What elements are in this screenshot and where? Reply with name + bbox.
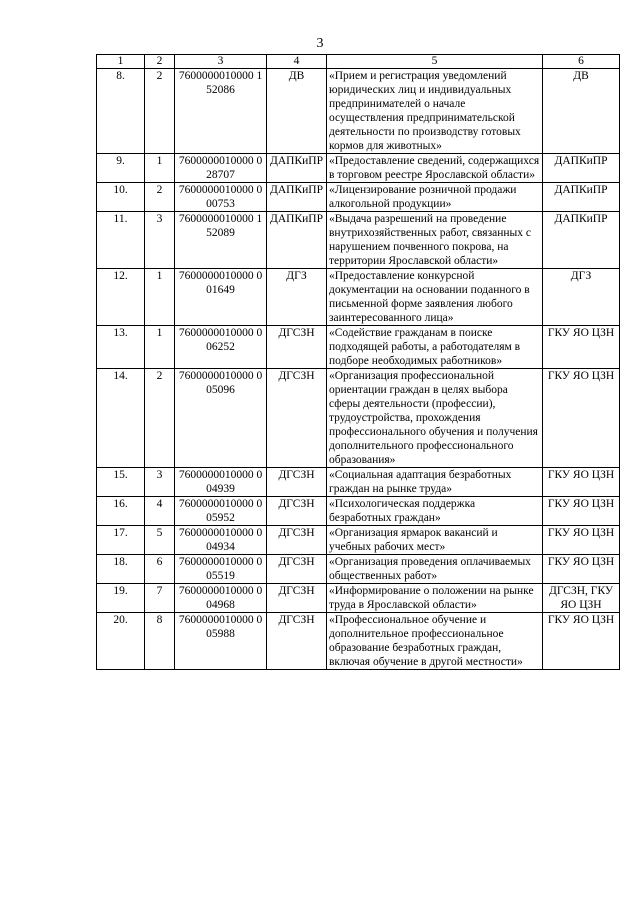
row-number: 16. xyxy=(97,497,145,526)
row-number: 19. xyxy=(97,584,145,613)
service-registry-code: 7600000010000 028707 xyxy=(175,154,267,183)
service-name: «Психологическая поддержка безработных граждан» xyxy=(327,497,543,526)
page-number: 3 xyxy=(316,36,324,51)
header-cell-5: 5 xyxy=(327,55,543,69)
row-number: 14. xyxy=(97,369,145,468)
service-registry-code: 7600000010000 001649 xyxy=(175,269,267,326)
responsible-authority: ДГСЗН xyxy=(267,555,327,584)
table-row xyxy=(97,613,620,670)
row-subnumber: 8 xyxy=(145,613,175,670)
responsible-authority: ДГСЗН xyxy=(267,369,327,468)
service-provider: ГКУ ЯО ЦЗН xyxy=(543,369,620,468)
service-name: «Лицензирование розничной продажи алкогольной продукции» xyxy=(327,183,543,212)
row-number: 12. xyxy=(97,269,145,326)
service-registry-code: 7600000010000 004939 xyxy=(175,468,267,497)
service-provider: ДВ xyxy=(543,69,620,154)
service-name: «Социальная адаптация безработных граждан на рынке труда» xyxy=(327,468,543,497)
service-name: «Предоставление сведений, содержащихся в торговом реестре Ярославской области» xyxy=(327,154,543,183)
row-subnumber: 7 xyxy=(145,584,175,613)
table-row xyxy=(97,526,620,555)
row-subnumber: 2 xyxy=(145,183,175,212)
table-header-row xyxy=(97,55,620,69)
service-registry-code: 7600000010000 005096 xyxy=(175,369,267,468)
service-registry-code: 7600000010000 005988 xyxy=(175,613,267,670)
header-cell-6: 6 xyxy=(543,55,620,69)
table-row xyxy=(97,326,620,369)
table-row xyxy=(97,369,620,468)
row-number: 11. xyxy=(97,212,145,269)
service-registry-code: 7600000010000 152086 xyxy=(175,69,267,154)
row-subnumber: 3 xyxy=(145,468,175,497)
table-row xyxy=(97,183,620,212)
responsible-authority: ДАПКиПР xyxy=(267,154,327,183)
services-table xyxy=(96,54,620,670)
service-provider: ГКУ ЯО ЦЗН xyxy=(543,326,620,369)
row-subnumber: 4 xyxy=(145,497,175,526)
service-provider: ДГСЗН, ГКУ ЯО ЦЗН xyxy=(543,584,620,613)
service-provider: ГКУ ЯО ЦЗН xyxy=(543,468,620,497)
service-name: «Профессиональное обучение и дополнительное профессиональное образование безработных граждан, включая обучение в другой местности» xyxy=(327,613,543,670)
service-registry-code: 7600000010000 004934 xyxy=(175,526,267,555)
service-registry-code: 7600000010000 005952 xyxy=(175,497,267,526)
row-number: 8. xyxy=(97,69,145,154)
service-provider: ГКУ ЯО ЦЗН xyxy=(543,613,620,670)
service-provider: ГКУ ЯО ЦЗН xyxy=(543,526,620,555)
table-row xyxy=(97,497,620,526)
header-cell-2: 2 xyxy=(145,55,175,69)
responsible-authority: ДАПКиПР xyxy=(267,183,327,212)
service-name: «Предоставление конкурсной документации на основании поданного в письменной форме заявления любого заинтересованного лица» xyxy=(327,269,543,326)
service-name: «Выдача разрешений на проведение внутрихозяйственных работ, связанных с нарушением почвенного покрова, на территории Ярославской области» xyxy=(327,212,543,269)
row-subnumber: 3 xyxy=(145,212,175,269)
row-number: 9. xyxy=(97,154,145,183)
responsible-authority: ДГСЗН xyxy=(267,613,327,670)
responsible-authority: ДВ xyxy=(267,69,327,154)
responsible-authority: ДГСЗН xyxy=(267,468,327,497)
service-name: «Организация проведения оплачиваемых общественных работ» xyxy=(327,555,543,584)
service-name: «Организация ярмарок вакансий и учебных рабочих мест» xyxy=(327,526,543,555)
service-provider: ГКУ ЯО ЦЗН xyxy=(543,497,620,526)
responsible-authority: ДГСЗН xyxy=(267,526,327,555)
row-subnumber: 5 xyxy=(145,526,175,555)
service-registry-code: 7600000010000 152089 xyxy=(175,212,267,269)
table-row xyxy=(97,269,620,326)
table-row xyxy=(97,212,620,269)
service-registry-code: 7600000010000 006252 xyxy=(175,326,267,369)
table-row xyxy=(97,69,620,154)
row-number: 20. xyxy=(97,613,145,670)
row-number: 17. xyxy=(97,526,145,555)
service-registry-code: 7600000010000 000753 xyxy=(175,183,267,212)
table-row xyxy=(97,584,620,613)
service-provider: ДГЗ xyxy=(543,269,620,326)
responsible-authority: ДАПКиПР xyxy=(267,212,327,269)
responsible-authority: ДГСЗН xyxy=(267,326,327,369)
service-name: «Информирование о положении на рынке труда в Ярославской области» xyxy=(327,584,543,613)
row-subnumber: 6 xyxy=(145,555,175,584)
row-subnumber: 2 xyxy=(145,69,175,154)
header-cell-4: 4 xyxy=(267,55,327,69)
service-provider: ГКУ ЯО ЦЗН xyxy=(543,555,620,584)
header-cell-3: 3 xyxy=(175,55,267,69)
row-number: 10. xyxy=(97,183,145,212)
row-subnumber: 1 xyxy=(145,269,175,326)
row-subnumber: 1 xyxy=(145,326,175,369)
service-registry-code: 7600000010000 004968 xyxy=(175,584,267,613)
row-number: 18. xyxy=(97,555,145,584)
responsible-authority: ДГЗ xyxy=(267,269,327,326)
header-cell-1: 1 xyxy=(97,55,145,69)
service-provider: ДАПКиПР xyxy=(543,212,620,269)
service-registry-code: 7600000010000 005519 xyxy=(175,555,267,584)
row-subnumber: 1 xyxy=(145,154,175,183)
row-subnumber: 2 xyxy=(145,369,175,468)
table-row xyxy=(97,154,620,183)
responsible-authority: ДГСЗН xyxy=(267,584,327,613)
service-provider: ДАПКиПР xyxy=(543,154,620,183)
service-name: «Прием и регистрация уведомлений юридических лиц и индивидуальных предпринимателей о начале осуществления предпринимательской деятельности по производству готовых кормов для животных» xyxy=(327,69,543,154)
service-name: «Организация профессиональной ориентации граждан в целях выбора сферы деятельности (профессии), трудоустройства, прохождения профессионального обучения и получения дополнительного профессионального образования» xyxy=(327,369,543,468)
row-number: 15. xyxy=(97,468,145,497)
table-row xyxy=(97,468,620,497)
service-provider: ДАПКиПР xyxy=(543,183,620,212)
responsible-authority: ДГСЗН xyxy=(267,497,327,526)
table-row xyxy=(97,555,620,584)
row-number: 13. xyxy=(97,326,145,369)
service-name: «Содействие гражданам в поиске подходящей работы, а работодателям в подборе необходимых работников» xyxy=(327,326,543,369)
